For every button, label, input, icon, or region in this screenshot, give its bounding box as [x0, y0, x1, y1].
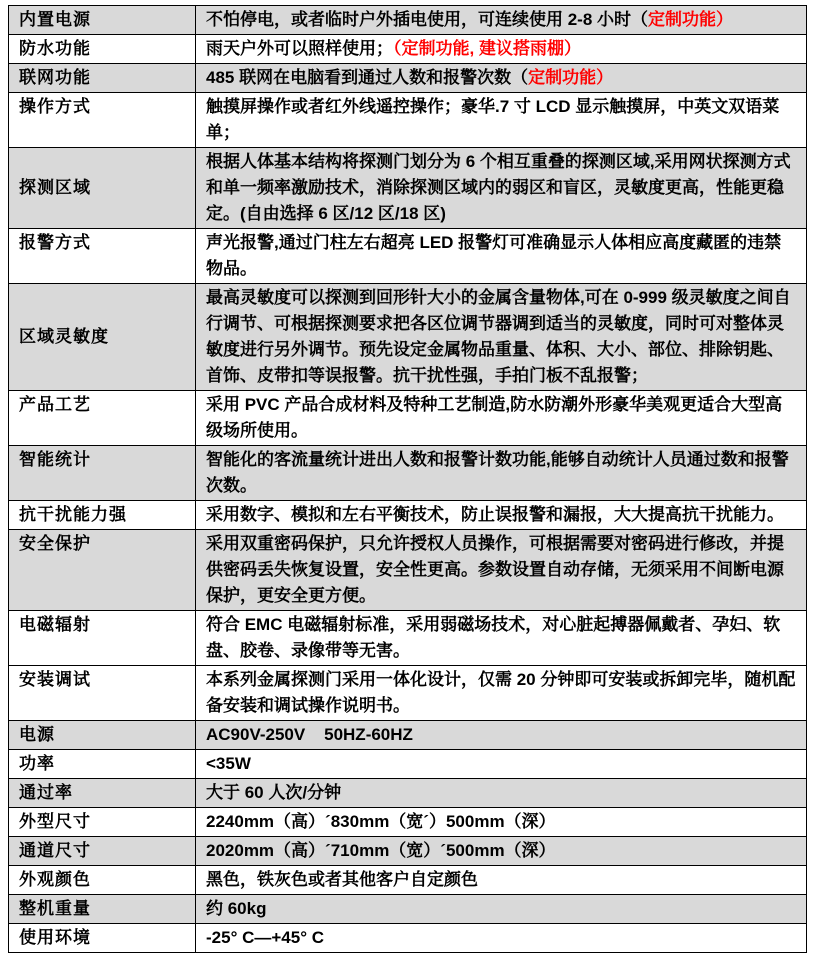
spec-value-cell	[196, 284, 807, 391]
spec-name-cell: 操作方式	[9, 93, 196, 148]
table-row	[9, 148, 807, 229]
table-row	[9, 501, 807, 530]
spec-name-cell: 功率	[9, 750, 196, 779]
spec-value-cell	[196, 229, 807, 284]
spec-name-cell: 外观颜色	[9, 866, 196, 895]
text-segment: 最高灵敏度可以探测到回形针大小的金属含量物体,可在 0-999 级灵敏度之间自行调节、可根据探测要求把各区位调节器调到适当的灵敏度，同时可对整体灵敏度进行另外调节。预先设定金属物品重量、体积、大小、部位、排除钥匙、首饰、皮带扣等误报警。抗干扰性强，手拍门板不乱报警；	[206, 288, 791, 385]
text-segment: 2020mm（高）´710mm（宽）´500mm（深）	[206, 841, 556, 860]
table-row	[9, 6, 807, 35]
spec-name-cell: 整机重量	[9, 895, 196, 924]
table-row	[9, 229, 807, 284]
text-segment: 采用数字、模拟和左右平衡技术，防止误报警和漏报，大大提高抗干扰能力。	[206, 505, 784, 524]
text-segment: 符合 EMC 电磁辐射标准，采用弱磁场技术，对心脏起搏器佩戴者、孕妇、软盘、胶卷、录像带等无害。	[206, 615, 781, 660]
spec-name-cell: 区域灵敏度	[9, 284, 196, 391]
text-segment: 大于 60 人次/分钟	[206, 783, 342, 802]
highlighted-text-segment: 定制功能）	[648, 10, 734, 29]
spec-value-cell	[196, 721, 807, 750]
text-segment: 485 联网在电脑看到通过人数和报警次数（	[206, 68, 529, 87]
spec-value-cell	[196, 924, 807, 953]
spec-value-cell	[196, 750, 807, 779]
table-row	[9, 924, 807, 953]
spec-value-cell	[196, 35, 807, 64]
table-row	[9, 93, 807, 148]
spec-value-cell	[196, 6, 807, 35]
spec-name-cell: 电源	[9, 721, 196, 750]
text-segment: 黑色，铁灰色或者其他客户自定颜色	[206, 870, 478, 889]
text-segment: 约 60kg	[206, 899, 267, 918]
spec-name-cell: 通道尺寸	[9, 837, 196, 866]
text-segment: 触摸屏操作或者红外线遥控操作；豪华.7 寸 LCD 显示触摸屏，中英文双语菜单；	[206, 97, 780, 142]
spec-value-cell	[196, 501, 807, 530]
spec-name-cell: 智能统计	[9, 446, 196, 501]
text-segment: 声光报警,通过门柱左右超亮 LED 报警灯可准确显示人体相应高度藏匿的违禁物品。	[206, 233, 782, 278]
spec-name-cell: 安装调试	[9, 666, 196, 721]
spec-table-body	[9, 6, 807, 953]
text-segment: <35W	[206, 754, 251, 773]
spec-value-cell	[196, 666, 807, 721]
text-segment: 本系列金属探测门采用一体化设计，仅需 20 分钟即可安装或拆卸完毕，随机配备安装和调试操作说明书。	[206, 670, 796, 715]
text-segment: 根据人体基本结构将探测门划分为 6 个相互重叠的探测区域,采用网状探测方式和单一频率激励技术，消除探测区域内的弱区和盲区，灵敏度更高，性能更稳定。(自由选择 6 区/12 区/18 区)	[206, 152, 791, 223]
table-row	[9, 750, 807, 779]
spec-value-cell	[196, 530, 807, 611]
text-segment: 采用双重密码保护，只允许授权人员操作，可根据需要对密码进行修改，并提供密码丢失恢复设置，安全性更高。参数设置自动存储，无须采用不间断电源保护，更安全更方便。	[206, 534, 784, 605]
table-row	[9, 866, 807, 895]
table-row	[9, 284, 807, 391]
highlighted-text-segment: （定制功能, 建议搭雨棚）	[393, 39, 581, 58]
highlighted-text-segment: 定制功能）	[528, 68, 614, 87]
table-row	[9, 779, 807, 808]
table-row	[9, 391, 807, 446]
spec-value-cell	[196, 611, 807, 666]
text-segment: 采用 PVC 产品合成材料及特种工艺制造,防水防潮外形豪华美观更适合大型高级场所使用。	[206, 395, 783, 440]
spec-value-cell	[196, 391, 807, 446]
spec-table	[8, 5, 807, 953]
table-row	[9, 530, 807, 611]
spec-name-cell: 电磁辐射	[9, 611, 196, 666]
text-segment: AC90V-250V 50HZ-60HZ	[206, 725, 413, 744]
spec-name-cell: 抗干扰能力强	[9, 501, 196, 530]
spec-value-cell	[196, 93, 807, 148]
table-row	[9, 808, 807, 837]
table-row	[9, 446, 807, 501]
text-segment: 雨天户外可以照样使用；	[206, 39, 393, 58]
table-row	[9, 611, 807, 666]
text-segment: -25° C—+45° C	[206, 928, 325, 947]
table-row	[9, 64, 807, 93]
spec-value-cell	[196, 64, 807, 93]
spec-name-cell: 产品工艺	[9, 391, 196, 446]
table-row	[9, 721, 807, 750]
spec-name-cell: 报警方式	[9, 229, 196, 284]
spec-value-cell	[196, 779, 807, 808]
text-segment: 智能化的客流量统计进出人数和报警计数功能,能够自动统计人员通过数和报警次数。	[206, 450, 789, 495]
spec-name-cell: 内置电源	[9, 6, 196, 35]
table-row	[9, 837, 807, 866]
table-row	[9, 35, 807, 64]
table-row	[9, 895, 807, 924]
spec-name-cell: 探测区域	[9, 148, 196, 229]
spec-value-cell	[196, 446, 807, 501]
spec-name-cell: 防水功能	[9, 35, 196, 64]
spec-name-cell: 联网功能	[9, 64, 196, 93]
spec-value-cell	[196, 148, 807, 229]
text-segment: 不怕停电，或者临时户外插电使用，可连续使用 2-8 小时（	[206, 10, 649, 29]
text-segment: 2240mm（高）´830mm（宽´）500mm（深）	[206, 812, 556, 831]
spec-value-cell	[196, 808, 807, 837]
spec-name-cell: 使用环境	[9, 924, 196, 953]
spec-name-cell: 安全保护	[9, 530, 196, 611]
table-row	[9, 666, 807, 721]
spec-value-cell	[196, 895, 807, 924]
spec-value-cell	[196, 866, 807, 895]
spec-value-cell	[196, 837, 807, 866]
spec-name-cell: 通过率	[9, 779, 196, 808]
spec-name-cell: 外型尺寸	[9, 808, 196, 837]
